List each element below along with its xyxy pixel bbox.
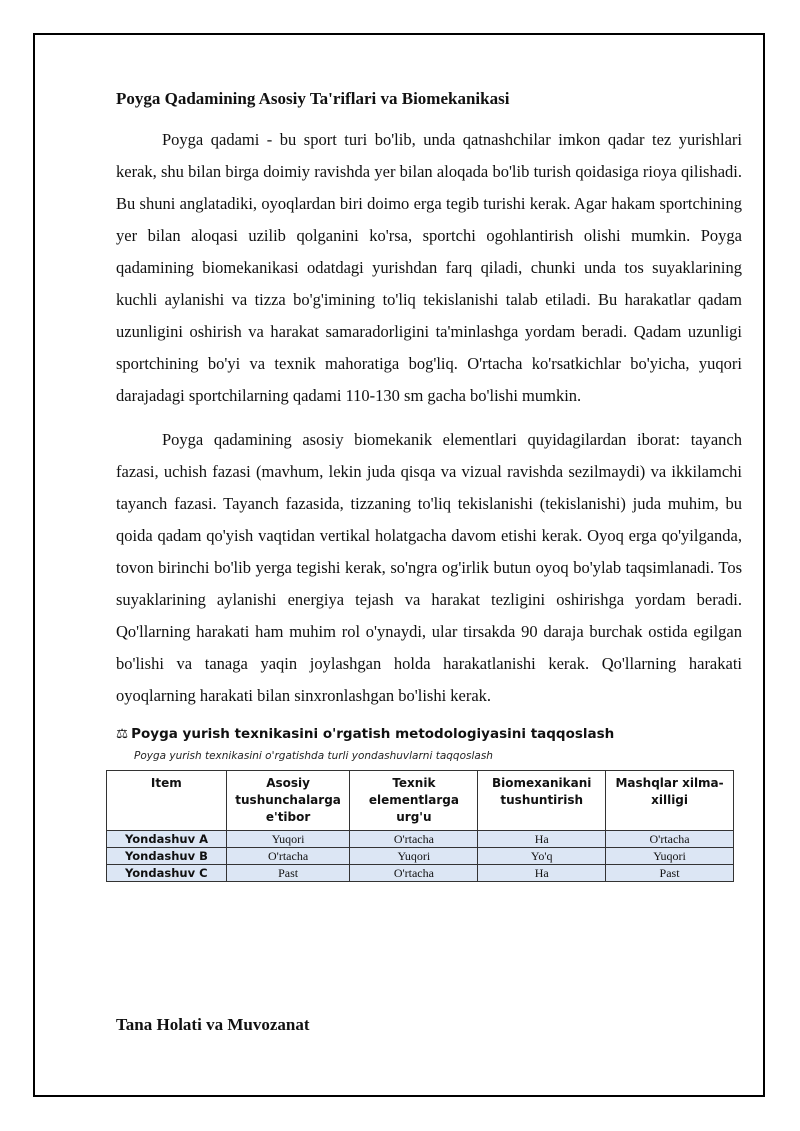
table-cell: O'rtacha xyxy=(350,865,478,882)
table-cell: Yo'q xyxy=(478,848,606,865)
row-header: Yondashuv C xyxy=(107,865,227,882)
row-header: Yondashuv B xyxy=(107,848,227,865)
paragraph: Poyga qadamining asosiy biomekanik elementlari quyidagilardan iborat: tayanch fazasi, uchish fazasi (mavhum, lekin juda qisqa va vizual ravishda sezilmaydi) va ikkilamchi tayanch fazasi. Tayanch fazasida, tizzaning to'liq tekislanishi (tekislanishi) juda muhim, bu qoida qadam qo'yish vaqtidan vertikal holatgacha davom etishi kerak. Oyoq erga qo'yilganda, tovon birinchi bo'lib yerga tegishi kerak, so'ngra og'irlik butun oyoq bo'ylab taqsimlanadi. Tos suyaklarining aylanishi energiya tejash va harakat tezligini oshirishga yordam beradi. Qo'llarning harakati ham muhim rol o'ynaydi, ular tirsakda 90 daraja burchak ostida egilgan bo'lishi va tanaga yaqin joylashgan holda harakatlanishi kerak. Qo'llarning harakati oyoqlarning harakati bilan sinxronlashgan bo'lishi kerak. xyxy=(116,430,742,705)
table-cell: Yuqori xyxy=(226,831,350,848)
row-header: Yondashuv A xyxy=(107,831,227,848)
column-header: Item xyxy=(107,771,227,831)
page-content xyxy=(116,88,742,882)
table-cell: Past xyxy=(606,865,734,882)
table-header-row xyxy=(107,771,734,831)
table-cell: Ha xyxy=(478,831,606,848)
table-cell: Ha xyxy=(478,865,606,882)
table-cell: O'rtacha xyxy=(350,831,478,848)
column-header: Biomexanikani tushuntirish xyxy=(478,771,606,831)
table-caption: Poyga yurish texnikasini o'rgatishda turli yondashuvlarni taqqoslash xyxy=(134,750,493,762)
table-title xyxy=(116,724,742,744)
column-header: Asosiy tushunchalarga e'tibor xyxy=(226,771,350,831)
table-cell: Yuqori xyxy=(606,848,734,865)
table-cell: O'rtacha xyxy=(606,831,734,848)
table-cell: Yuqori xyxy=(350,848,478,865)
column-header: Mashqlar xilma-xilligi xyxy=(606,771,734,831)
table-cell: O'rtacha xyxy=(226,848,350,865)
table-title-text: Poyga yurish texnikasini o'rgatish metodologiyasini taqqoslash xyxy=(131,726,615,742)
section-heading: Tana Holati va Muvozanat xyxy=(116,1015,310,1034)
paragraph: Poyga qadami - bu sport turi bo'lib, unda qatnashchilar imkon qadar tez yurishlari kerak, shu bilan birga doimiy ravishda yer bilan aloqada bo'lib turish qoidasiga rioya qilishadi. Bu shuni anglatadiki, oyoqlardan biri doimo erga tegib turishi kerak. Agar hakam sportchining yer bilan aloqasi uzilib qolganini ko'rsa, sportchi ogohlantirish olishi mumkin. Poyga qadamining biomekanikasi odatdagi yurishdan farq qiladi, chunki unda tos suyaklarining kuchli aylanishi va tizza bo'g'imining to'liq tekislanishi talab etiladi. Bu harakatlar qadam uzunligini oshirish va harakat samaradorligini ta'minlashga yordam beradi. Qadam uzunligi sportchining bo'yi va texnik mahoratiga bog'liq. O'rtacha ko'rsatkichlar bo'yicha, yuqori darajadagi sportchilarning qadami 110-130 sm gacha bo'lishi mumkin. xyxy=(116,130,742,405)
table-cell: Past xyxy=(226,865,350,882)
section-heading: Poyga Qadamining Asosiy Ta'riflari va Biomekanikasi xyxy=(116,89,510,108)
table-row xyxy=(107,865,734,882)
scale-icon: ⚖ xyxy=(116,726,129,742)
comparison-table xyxy=(106,770,734,882)
table-row xyxy=(107,848,734,865)
table-row xyxy=(107,831,734,848)
column-header: Texnik elementlarga urg'u xyxy=(350,771,478,831)
